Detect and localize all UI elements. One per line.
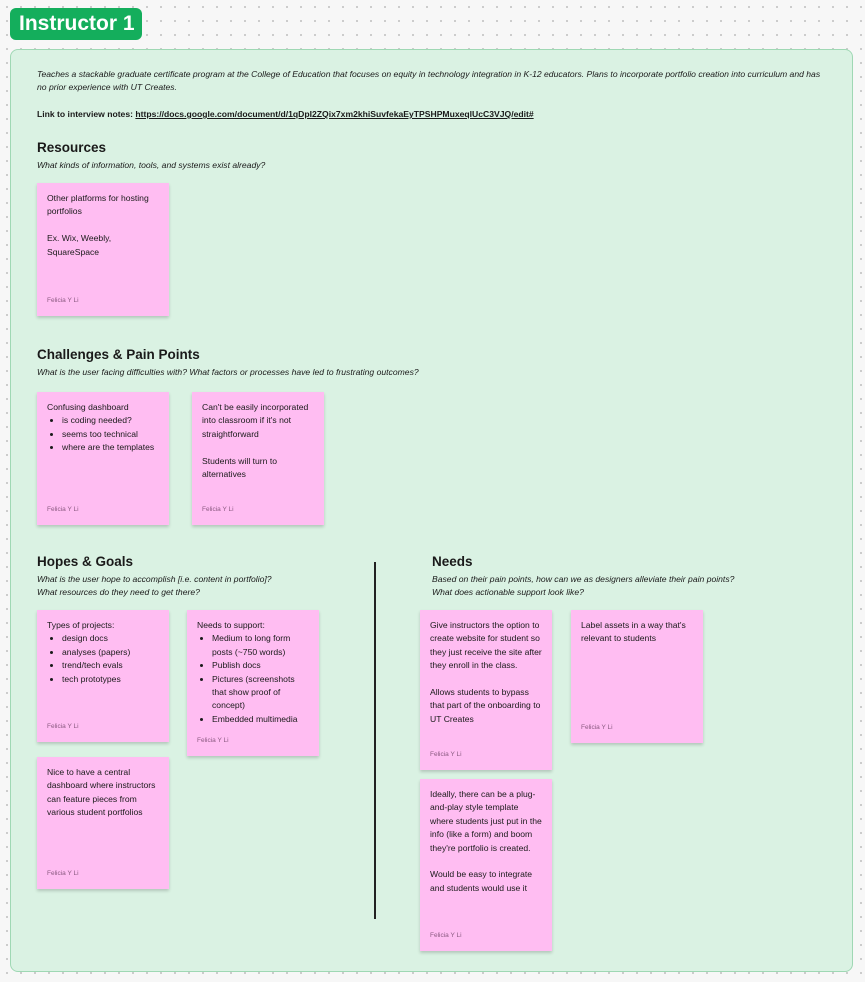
note-author: Felicia Y Li	[47, 869, 79, 877]
note-bullet-list	[197, 632, 309, 726]
sticky-note-needs-2[interactable]	[571, 610, 703, 743]
note-text: Needs to support:	[197, 620, 265, 630]
interview-notes-link[interactable]: https://docs.google.com/document/d/1qDpI2ZQix7xm2khiSuvfekaEyTPSHPMuxeqlUcC3VJQ/edit#	[135, 109, 534, 119]
sticky-note-hopes-2[interactable]	[187, 610, 319, 756]
note-text: Can't be easily incorporated into classroom if it's not straightforward Students will turn to alternatives	[202, 402, 309, 480]
sticky-note-resources-1[interactable]	[37, 183, 169, 316]
hopes-subtitle-2: What resources do they need to get there?	[37, 587, 200, 597]
note-author: Felicia Y Li	[47, 722, 79, 730]
note-bullet: • seems too technical	[62, 428, 159, 441]
note-author: Felicia Y Li	[202, 505, 234, 513]
note-bullet: • design docs	[62, 632, 159, 645]
sticky-note-needs-1[interactable]	[420, 610, 552, 770]
sticky-note-challenges-2[interactable]	[192, 392, 324, 525]
resources-subtitle: What kinds of information, tools, and systems exist already?	[37, 160, 266, 170]
interview-link-line	[37, 109, 837, 119]
note-text: Other platforms for hosting portfolios Ex. Wix, Weebly, SquareSpace	[47, 193, 149, 257]
note-bullet: • trend/tech evals	[62, 659, 159, 672]
note-bullet: • analyses (papers)	[62, 646, 159, 659]
sticky-note-needs-3[interactable]	[420, 779, 552, 951]
note-bullet: • Medium to long form posts (~750 words)	[212, 632, 309, 659]
note-text: Types of projects:	[47, 620, 115, 630]
needs-title: Needs	[432, 554, 473, 569]
challenges-header	[37, 347, 419, 379]
hopes-title: Hopes & Goals	[37, 554, 134, 569]
section-divider	[374, 562, 376, 919]
hopes-subtitle-1: What is the user hope to accomplish [i.e. content in portfolio]?	[37, 574, 272, 584]
board-frame	[10, 49, 853, 972]
frame-title[interactable]: Instructor 1	[10, 8, 142, 40]
needs-subtitle-1: Based on their pain points, how can we as designers alleviate their pain points?	[432, 574, 735, 584]
note-bullet: • tech prototypes	[62, 673, 159, 686]
challenges-subtitle: What is the user facing difficulties with? What factors or processes have led to frustrating outcomes?	[37, 367, 419, 377]
note-bullet-list	[47, 632, 159, 686]
hopes-header	[37, 554, 272, 599]
note-bullet: • Publish docs	[212, 659, 309, 672]
note-author: Felicia Y Li	[430, 750, 462, 758]
sticky-note-hopes-3[interactable]	[37, 757, 169, 889]
note-author: Felicia Y Li	[430, 931, 462, 939]
resources-header	[37, 140, 265, 172]
note-author: Felicia Y Li	[197, 736, 229, 744]
needs-subtitle-2: What does actionable support look like?	[432, 587, 584, 597]
sticky-note-hopes-1[interactable]	[37, 610, 169, 742]
note-text: Nice to have a central dashboard where instructors can feature pieces from various student portfolios	[47, 767, 156, 818]
note-text: Give instructors the option to create website for student so they just receive the site after they enroll in the class. Allows students to bypass that part of the onboarding to UT Creates	[430, 620, 542, 724]
note-author: Felicia Y Li	[581, 723, 613, 731]
note-author: Felicia Y Li	[47, 505, 79, 513]
note-bullet: • Pictures (screenshots that show proof of concept)	[212, 673, 309, 713]
link-label: Link to interview notes:	[37, 109, 133, 119]
note-bullet-list	[47, 414, 159, 454]
note-bullet: • is coding needed?	[62, 414, 159, 427]
note-text: Label assets in a way that's relevant to students	[581, 620, 686, 644]
note-text: Ideally, there can be a plug-and-play style template where students just put in the info (like a form) and boom they're portfolio is created. Would be easy to integrate and students would use it	[430, 789, 542, 893]
challenges-title: Challenges & Pain Points	[37, 347, 200, 362]
resources-title: Resources	[37, 140, 107, 155]
note-bullet: • where are the templates	[62, 441, 159, 454]
intro-description: Teaches a stackable graduate certificate program at the College of Education that focuses on equity in technology integration in K-12 educators. Plans to incorporate portfolio creation into curriculum and has no prior experience with UT Creates.	[37, 69, 821, 92]
sticky-note-challenges-1[interactable]	[37, 392, 169, 525]
note-author: Felicia Y Li	[47, 296, 79, 304]
note-text: Confusing dashboard	[47, 402, 129, 412]
needs-header	[432, 554, 734, 599]
note-bullet: • Embedded multimedia	[212, 713, 309, 726]
